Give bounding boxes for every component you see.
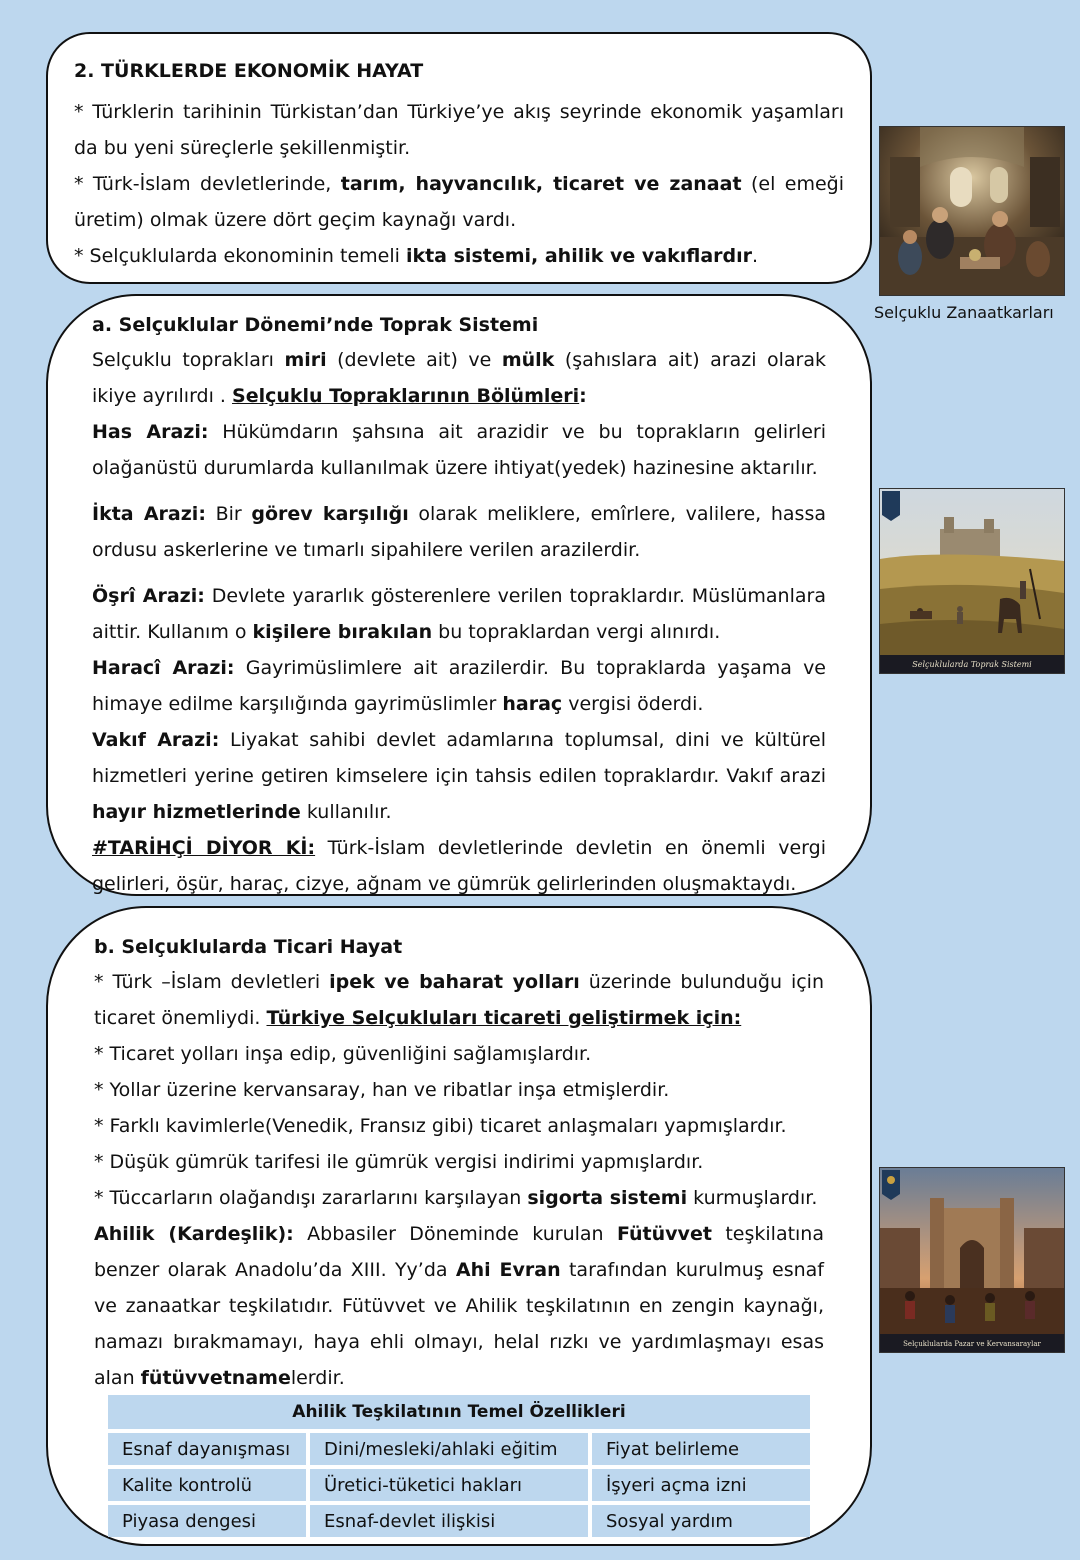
image-caption: Selçuklu Zanaatkarları [874,303,1054,322]
table-cell: Dini/mesleki/ahlaki eğitim [310,1433,592,1465]
table-cell: Esnaf dayanışması [108,1433,310,1465]
table-cell: Esnaf-devlet ilişkisi [310,1505,592,1537]
bullet-item: * Düşük gümrük tarifesi ile gümrük vergisi indirimi yapmışlardır. [94,1151,704,1173]
paragraph: * Selçuklularda ekonominin temeli ikta sistemi, ahilik ve vakıflardır. [74,245,759,267]
bullet-item: * Farklı kavimlerle(Venedik, Fransız gibi) ticaret anlaşmaları yapmışlardır. [94,1115,787,1137]
land-type-has: Has Arazi: Hükümdarın şahsına ait arazidir ve bu toprakların gelirleri olağanüstü durumlarda kullanılmak üzere ihtiyat(yedek) hazinesine aktarılır. [92,421,826,479]
artisans-illustration [879,126,1065,296]
section-land-system [46,294,872,896]
land-type-ikta: İkta Arazi: Bir görev karşılığı olarak meliklere, emîrlere, valilere, hassa ordusu askerlerine ve tımarlı sipahilere verilen arazilerdir. [92,503,826,561]
paragraph: * Türk-İslam devletlerinde, tarım, hayvancılık, ticaret ve zanaat (el emeği üretim) olmak üzere dört geçim kaynağı vardı. [74,173,844,231]
subsection-title: b. Selçuklularda Ticari Hayat [94,936,403,958]
table-cell: Piyasa dengesi [108,1505,310,1537]
land-type-vakif: Vakıf Arazi: Liyakat sahibi devlet adamlarına toplumsal, dini ve kültürel hizmetleri yerine getiren kimselere için tahsis edilen topraklardır. Vakıf arazi hayır hizmetlerinde kullanılır. [92,729,826,823]
bazaar-illustration [879,1167,1065,1353]
bazaar-image [880,1168,1064,1352]
workshop-image [880,127,1064,295]
table-cell: Fiyat belirleme [592,1433,810,1465]
table-cell: Üretici-tüketici hakları [310,1469,592,1501]
ahilik-features-table [108,1391,810,1541]
paragraph: * Türk –İslam devletleri ipek ve baharat yolları üzerinde bulunduğu için ticaret önemliydi. Türkiye Selçukluları ticareti geliştirmek için: [94,971,824,1029]
subsection-title: a. Selçuklular Dönemi’nde Toprak Sistemi [92,314,539,336]
bullet-item: * Tüccarların olağandışı zararlarını karşılayan sigorta sistemi kurmuşlardır. [94,1187,818,1209]
section-economic-life [46,32,872,284]
table-row [108,1433,810,1465]
land-type-osri: Öşrî Arazi: Devlete yararlık gösterenlere verilen topraklardır. Müslümanlara aittir. Kullanım o kişilere bırakılan bu topraklardan vergi alınırdı. [92,585,826,643]
image-caption: Selçuklularda Toprak Sistemi [912,660,1032,669]
image-caption: Selçuklularda Pazar ve Kervansaraylar [903,1340,1041,1348]
table-cell: Kalite kontrolü [108,1469,310,1501]
paragraph: Selçuklu toprakları miri (devlete ait) ve mülk (şahıslara ait) arazi olarak ikiye ayrılırdı . Selçuklu Topraklarının Bölümleri: [92,349,826,407]
land-system-image [880,489,1064,673]
table-header: Ahilik Teşkilatının Temel Özellikleri [108,1395,810,1429]
ahilik-paragraph: Ahilik (Kardeşlik): Abbasiler Döneminde kurulan Fütüvvet teşkilatına benzer olarak Anadolu’da XIII. Yy’da Ahi Evran tarafından kurulmuş esnaf ve zanaatkar teşkilatıdır. Fütüvvet ve Ahilik teşkilatının en zengin kaynağı, namazı bırakmamayı, haya ehli olmayı, helal rızkı ve yardımlaşmayı esas alan fütüvvetnamelerdir. [94,1223,824,1389]
table-row [108,1469,810,1501]
bullet-item: * Ticaret yolları inşa edip, güvenliğini sağlamışlardır. [94,1043,592,1065]
bullet-item: * Yollar üzerine kervansaray, han ve ribatlar inşa etmişlerdir. [94,1079,670,1101]
paragraph: * Türklerin tarihinin Türkistan’dan Türkiye’ye akış seyrinde ekonomik yaşamları da bu yeni süreçlerle şekillenmiştir. [74,101,844,159]
section-title: 2. TÜRKLERDE EKONOMİK HAYAT [74,60,424,82]
table-row [108,1505,810,1537]
land-type-haraci: Haracî Arazi: Gayrimüslimlere ait arazilerdir. Bu topraklarda yaşama ve himaye edilme karşılığında gayrimüslimler haraç vergisi öderdi. [92,657,827,715]
table-cell: Sosyal yardım [592,1505,810,1537]
land-system-illustration [879,488,1065,674]
table-header-row [108,1395,810,1429]
historian-note: #TARİHÇİ DİYOR Kİ: Türk-İslam devletlerinde devletin en önemli vergi gelirleri, öşür, haraç, cizye, ağnam ve gümrük gelirlerinden oluşmaktaydı. [92,837,826,895]
table-cell: İşyeri açma izni [592,1469,810,1501]
